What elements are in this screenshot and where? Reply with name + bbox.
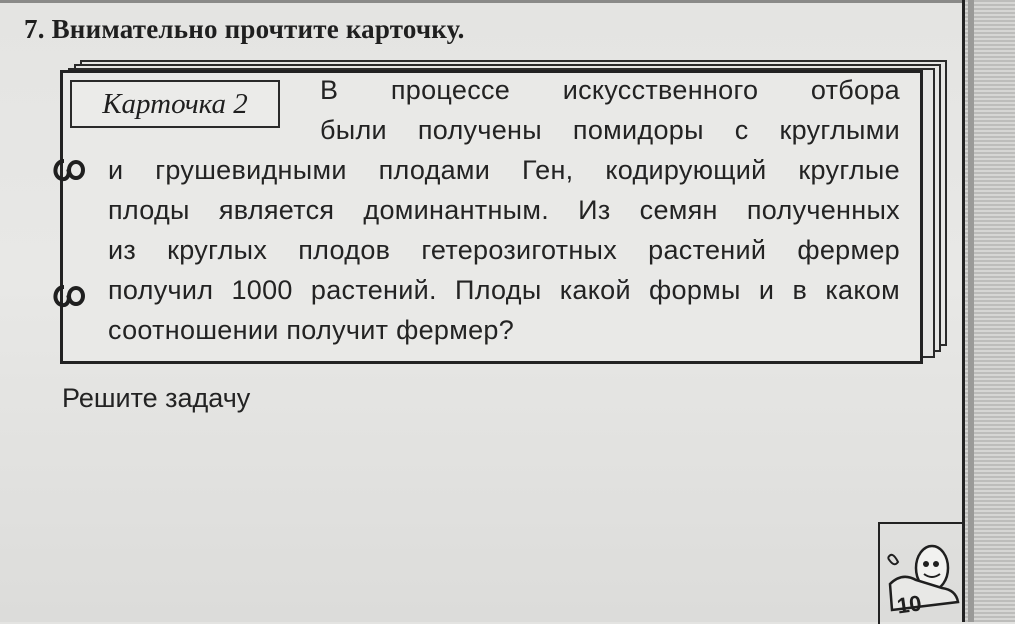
page-top-edge [0,0,1015,3]
card-line-5 [108,230,900,270]
card-word: в [792,275,808,305]
binder-ring-icon [50,157,86,183]
card-word: с [734,115,749,145]
card-word: Из [578,195,611,225]
card-word: полученных [746,195,900,225]
card-word: какой [559,275,631,305]
card-line-1 [320,70,900,110]
card-word: Ген, [522,155,574,185]
card-word: помидоры [572,115,704,145]
card-word: получил [108,275,214,305]
card-word: грушевидными [155,155,347,185]
card-word: соотношении получит фермер? [108,315,515,345]
card-line-6 [108,270,900,310]
card-word: из [108,235,137,265]
card-word: гетерозиготных [421,235,618,265]
card-word: формы [649,275,741,305]
question-title: 7. Внимательно прочтите карточку. [24,14,465,44]
card-word: круглыми [779,115,900,145]
page-number: 10 [895,590,924,619]
card-word: Плоды [454,275,542,305]
card-word: фермер [797,235,900,265]
card-line-7 [108,310,514,350]
card-word: В [320,75,339,105]
binder-ring-icon [50,283,86,309]
card-word: 1000 [231,275,293,305]
card-word: плоды [108,195,190,225]
card-word: круглых [167,235,268,265]
card-word: и [108,155,124,185]
card-word: кодирующий [605,155,767,185]
card-word: искусственного [562,75,759,105]
card-word: круглые [798,155,900,185]
card-word: растений. [310,275,437,305]
card-word: семян [639,195,718,225]
card-word: были [320,115,387,145]
card-word: отбора [810,75,900,105]
card-word: доминантным. [363,195,550,225]
card-line-4 [108,190,900,230]
card-word: плодов [298,235,391,265]
card-word: получены [417,115,542,145]
card-word: каком [825,275,900,305]
card-line-3 [108,150,900,190]
card-word: растений [648,235,767,265]
page-edge-shadow [968,0,974,622]
card-word: и [758,275,775,305]
card-word: плодами [378,155,491,185]
card-line-2 [320,110,900,150]
task-instruction: Решите задачу [62,383,251,413]
card-label: Карточка 2 [70,80,280,128]
card-word: является [218,195,335,225]
card-word: процессе [390,75,511,105]
